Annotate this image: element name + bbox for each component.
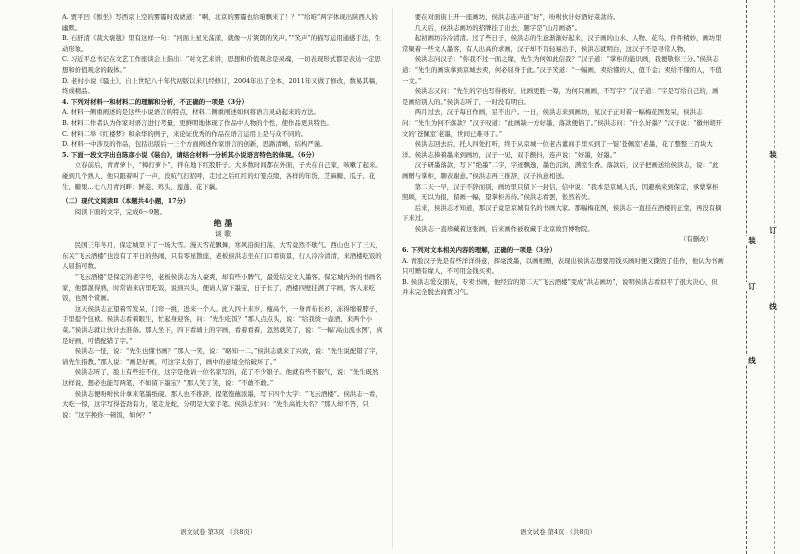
spine-mark: 订	[744, 282, 760, 291]
story-paragraph: 侯洪志问汉子：“你我不过一面之缘，先生为何如此信我？”汉子道：“掌柜的能识画，我便敬你三分。”侯洪志道：“先生的画该拿到京城去卖，何必屈身于此。”汉子笑道：“一幅画，卖给懂的人，值千金；卖给不懂的人，不值一文。”	[402, 55, 722, 85]
binding-line	[774, 0, 775, 554]
q5-passage: 立春前后，青青萝卜，“樟打萝卜”，拌在地下红股肝子。大多数时间都在外面，子夫在自己家，咳嗽了起来。碰到几个熟人，他只跟着叫了一声，没吭气打招呼，走过之后红红的灯笼点缀，各样的年货，芝麻糖、瓜子、花生、糖果...七八月青河畔：鲜菱、鸡头、莲蓬、花下藕。	[62, 161, 382, 191]
story-paragraph: 侯洪志一怔，说：“先生也懂书画？”那人一笑，说：“略知一二。”侯洪志就来了兴致，说：“先生说配错了字，请先生指教。”那人说：“画是好画，可这字太俗了，画中的意境全给破坏了。”	[62, 347, 382, 366]
story-paragraph: 侯洪志回去后，托人四处打听，终于从京城一位老古董商手里买到了一锭‘苍佩室’老墨，花了整整三百块大洋。侯洪志捧着墨来到画坊，汉子一见，双手颤抖，连声说：“好墨，好墨。”	[402, 140, 713, 159]
story-title: 绝 墨	[213, 218, 233, 229]
left-page	[62, 12, 384, 524]
story-author: 谈 歌	[214, 230, 232, 239]
q4-options	[62, 107, 384, 149]
story-paragraph: 后来，侯洪志才知道，那汉子竟是京城有名的书画大家。那幅梅花图，侯洪志一直挂在酒楼的正堂，再没有摘下来过。	[402, 203, 722, 223]
page-footer-left: 语文试卷 第3页 （共8页）	[180, 528, 257, 536]
spine-mark: 订	[765, 226, 781, 235]
q3-options	[62, 12, 384, 97]
q6-option-b: B. 侯洪志爱交朋友，专卖书画，他经营的第二天“飞云酒楼”变成“洪志画坊”，说明侯洪志看似平了很大决心，但并未完全脱去商贾习气。	[402, 277, 718, 297]
story-paragraph: 侯洪志一直珍藏着这张画，后来画作被收藏于北京故宫博物院。	[414, 224, 594, 233]
q4-option-d: D. 材料一中涉及的作品，包括出版后一三个方面阐述作家语言的创新，思路清晰，结构严谨。	[62, 140, 327, 149]
q5-stem: 5. 下面一段文字出自陈彦小说《装台》，请结合材料一分析其小说语言特色的体现。（6分）	[62, 150, 319, 159]
story-paragraph: 要在对面街上开一座画坊，侯洪志连声道“好”，吩咐伙计好酒好菜款待。	[414, 13, 620, 21]
spine-mark: 线	[744, 356, 760, 365]
story-paragraph: 这天侯洪志正望着雪发呆，门帘一挑，进来一个人。此人四十来岁，瘦高个，一身青布长衫，冻得缩着脖子，手里提个包袱。侯洪志看着眼生，忙起身迎客，问：“先生吃饭？”那人点点头，说：“给我烫一壶酒，来两个小菜。”侯洪志就让伙计去准备。那人坐下，四下看墙上的字画，看着看着，忽然就笑了，说：“一幅‘高山流水图’，真是好画，可惜配错了字。”	[62, 304, 383, 345]
right-page	[402, 12, 724, 524]
q4-option-b: B. 材料二作者认为作家对语言进行考量，更鲜明地体现了作品中人物的个性，使作品更具特色。	[62, 118, 333, 127]
page-footer-right: 语文试卷 第4页 （共8页）	[520, 528, 597, 536]
section2-intro: 阅读下面的文字，完成6～9题。	[74, 207, 167, 216]
source-note: （有删改）	[680, 235, 712, 244]
q6-option-a: A. 青脸汉子先是有些洋洋得意，挥毫泼墨，以画相赠，表现出侯洪志想要用钱买画时便又撕毁了佳作，他认为书画只可赠有缘人，不可用金钱买卖。	[402, 256, 724, 276]
story-paragraph: 侯洪志便吩咐伙计拿来笔墨纸砚。那人也不推辞，提笔饱蘸浓墨，写下四个大字：“飞云酒楼”。侯洪志一看，大吃一惊，这字写得苍劲有力，笔走龙蛇，分明是大家手笔。侯洪志忙问：“先生高姓大名？”那人却不答，只说：“这字换你一顿饭，如何？”	[62, 389, 382, 419]
story-paragraph: 汉子研墨落款，写下“绝墨”二字，字迹飘逸，墨色沉润，满室生香。落款后，汉子把画送给侯洪志，说：“此画赠与掌柜，聊表谢意。”侯洪志再三推辞，汉子执意相送。	[402, 161, 719, 180]
section2-title: （二）现代文阅读Ⅱ（本题共4小题，17分）	[62, 197, 190, 206]
story-paragraph: 起初画坊冷冷清清。过了些日子，侯洪志的生意渐渐好起来，汉子画的山水、人物、花鸟，件件精妙，画坊里常聚着一些文人墨客，有人出高价求画，汉子却不肯轻易出手，侯洪志就明白，这汉子不是寻常人物。	[402, 34, 722, 53]
q3-option-b: B. 石舒清《裁大褒毯》里有这样一句：“河面上星光荡漾，就像一片爽朗的笑声。”“笑声”的描写运用通感手法，生动形象。	[62, 34, 381, 53]
q4-stem: 4. 下列对材料一和材料二的理解和分析，不正确的一项是（3分）	[62, 97, 248, 106]
spine-mark: 线	[765, 302, 781, 311]
q4-option-a: A. 材料一侧重阐述的是这些小说语言的特点，材料二侧重阐述如何将语言灵动起来的方法。	[62, 108, 320, 117]
q4-option-c: C. 材料二举《红楼梦》和余华的例子，来论证优秀的作品在语言运用上是与众不同的。	[62, 129, 308, 138]
q3-option-c: C. 习近平总书记在文艺工作座谈会上指出：“对文艺来讲，思想和价值观念是灵魂，一切表现形式都是表达一定思想和价值观念的载体。”	[62, 55, 381, 74]
story-paragraph: 民国三年冬月，保定城里下了一场大雪。漫天雪花飘舞，寒风沿街扫荡，大雪竟然不歇气。西山也下了三天，东关“飞云酒楼”也没有了平日的热闹，只有零星散座，老板侯洪志坐在门口看街景，行人冷冷清清，来酒楼吃饭的人屈指可数。	[62, 241, 382, 271]
q3-option-a: A. 贾平凹《暂坐》写西京上空的雾霾时戏谑道：“啊，北京的雾霾也给咱飘来了！？”“给咱”两字体现出陕西人的幽默。	[62, 13, 378, 32]
cut-line	[746, 0, 747, 554]
story-paragraph: “飞云酒楼”是保定的老字号，老板侯洪志为人豪爽，却有些小脾气，最爱结交文人墨客。保定城内外的书画名家，他都混得熟，时常请来店里吃饭，说到兴头，便请人留下墨宝，日子长了，酒楼四壁挂满了字画，客人来吃饭，也图个赏画。	[62, 273, 382, 303]
page-fold-divider	[392, 8, 393, 548]
story-paragraph: 侯洪志又问：“先生的字也写得极好，比画更胜一筹，为何只画画，不写字？”汉子道：“字是写给自己的，画是画给别人的。”侯洪志听了，一时没有明白。	[402, 87, 719, 106]
story-paragraph: 几天后，侯洪志画坊的招牌挂了出去，题字是“山月画斋”。	[414, 23, 582, 32]
binding-margin	[736, 0, 800, 554]
spine-mark: 装	[765, 150, 781, 159]
q3-option-d: D. 老村小说《骚土》，自上世纪八十年代初版以来几经修订，2004年出了全本，2011年又做了修改，数易其稿，终成精品。	[62, 76, 382, 96]
spine-mark: 装	[744, 236, 760, 245]
story-paragraph: 侯洪志听了，脸上有些挂不住，这字是他请一位名家写的，花了不少银子。他就有些不服气，说：“先生既然这样说，想必也能写两笔，不如留下墨宝？”那人笑了笑，说：“不敢不敢。”	[62, 368, 379, 387]
story-paragraph: 两月过去，汉子每日作画，足不出户。一日，侯洪志来到画坊，见汉子正对着一幅梅花图发呆，侯洪志问：“先生为何不落款？”汉子叹道：“此画缺一方好墨，落款便俗了。”侯洪志问：“什么好墨？”汉子说：“徽州胡开文的‘苍佩室’老墨，世间已难寻了。”	[402, 108, 723, 138]
q6-stem: 6. 下列对文本相关内容的理解，正确的一项是（3分）	[402, 246, 556, 255]
story-paragraph: 第二天一早，汉子不辞而别，画坊里只留下一封信，信中说：“我本是京城人氏，因避祸来到保定，承蒙掌柜照顾，无以为报，留画一幅，望掌柜善待。”侯洪志看罢，怅然若失。	[402, 182, 719, 202]
